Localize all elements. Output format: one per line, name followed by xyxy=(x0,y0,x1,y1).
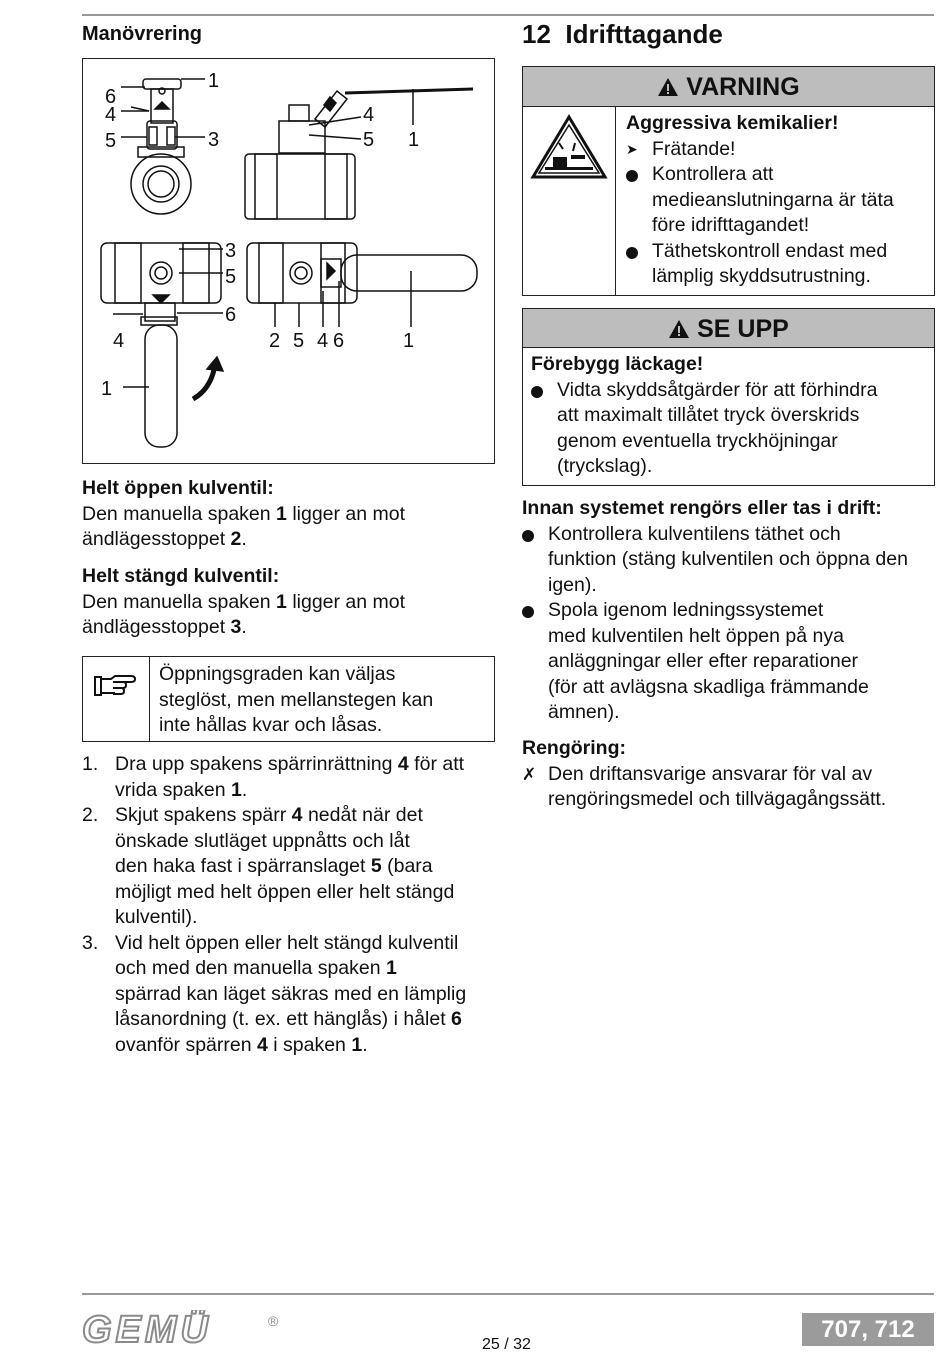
fig-label-4a: 4 xyxy=(105,104,117,126)
caution-box xyxy=(522,308,935,486)
cross-marker-icon: ✗ xyxy=(522,764,537,784)
warning-item xyxy=(626,162,926,239)
cleaning-line: igen). xyxy=(548,573,597,596)
cleaning-line: med kulventilen helt öppen på nya xyxy=(548,624,844,647)
closed-valve-title: Helt stängd kulventil: xyxy=(82,565,280,587)
valve-operation-figure xyxy=(82,58,495,464)
fig-label-6d: 6 xyxy=(333,330,345,352)
section-title xyxy=(522,19,723,49)
fig-label-4c: 4 xyxy=(113,330,125,352)
cleaning-line: ämnen). xyxy=(548,701,620,723)
warning-line: Täthetskontroll endast med xyxy=(652,239,888,262)
open-valve-text-1: Den manuella spaken 1 ligger an mot xyxy=(82,502,406,525)
step-line: Skjut spakens spärr 4 nedåt när det xyxy=(115,804,423,826)
cleaning-item xyxy=(522,598,934,726)
rengoring-block xyxy=(522,736,934,813)
step-number: 1. xyxy=(82,753,99,775)
gemu-logo-mark xyxy=(82,1310,292,1350)
fig-label-3a: 3 xyxy=(208,129,220,151)
rengoring-line: rengöringsmedel och tillvägagångssätt. xyxy=(548,788,887,810)
open-valve-title: Helt öppen kulventil: xyxy=(82,477,274,499)
pointing-hand-icon xyxy=(83,657,149,741)
bullet-dot xyxy=(531,386,543,398)
note-text xyxy=(159,662,489,739)
warning-item xyxy=(626,239,926,290)
cleaning-prep-block xyxy=(522,496,934,726)
cleaning-line: Kontrollera kulventilens täthet och xyxy=(548,522,841,545)
caution-triangle-icon xyxy=(668,319,690,339)
warning-header xyxy=(523,67,934,107)
warning-line: före idrifttagandet! xyxy=(652,214,810,236)
step-number: 2. xyxy=(82,804,99,826)
fig-label-3c: 3 xyxy=(225,240,237,262)
step-line: ovanför spärren 4 i spaken 1. xyxy=(115,1033,368,1056)
fig-label-1a: 1 xyxy=(208,70,220,92)
closed-valve-text-2: ändlägesstoppet 3. xyxy=(82,616,247,638)
top-rule xyxy=(82,14,934,16)
rengoring-heading: Rengöring: xyxy=(522,737,626,759)
cleaning-line: Spola igenom ledningssystemet xyxy=(548,599,824,621)
model-badge: 707, 712 xyxy=(802,1313,934,1346)
svg-text:®: ® xyxy=(268,1313,279,1329)
bullet-dot xyxy=(522,598,534,626)
operation-steps xyxy=(82,752,493,1058)
fig-label-5d: 5 xyxy=(293,330,305,352)
open-valve-block xyxy=(82,476,493,553)
caution-line: (tryckslag). xyxy=(557,455,653,477)
page-number: 25 / 32 xyxy=(482,1336,531,1353)
warning-line: Frätande! xyxy=(652,137,736,160)
note-line: inte hållas kvar och låsas. xyxy=(159,714,383,736)
cleaning-item xyxy=(522,522,934,599)
warning-item xyxy=(626,137,926,163)
fig-label-4b: 4 xyxy=(363,104,375,126)
section-heading-manovrering: Manövrering xyxy=(82,23,203,45)
fig-label-1b: 1 xyxy=(408,129,420,151)
svg-text:GEMÜ: GEMÜ xyxy=(82,1310,212,1350)
arrow-marker-icon: ➤ xyxy=(626,140,638,157)
warning-triangle-icon xyxy=(657,77,679,97)
bullet-dot xyxy=(626,239,638,267)
caution-title: Förebygg läckage! xyxy=(531,353,704,375)
step-line: Vid helt öppen eller helt stängd kulventil xyxy=(115,931,459,954)
fig-label-5c: 5 xyxy=(225,266,237,288)
section-number: 12 xyxy=(522,19,551,49)
step-line: den haka fast i spärranslaget 5 (bara xyxy=(115,855,433,877)
cleaning-prep-heading: Innan systemet rengörs eller tas i drift: xyxy=(522,497,882,519)
gemu-logo xyxy=(82,1310,292,1358)
section-title-text: Idrifttagande xyxy=(565,19,723,49)
step-item xyxy=(82,752,493,803)
step-line: önskade slutläget uppnåtts och låt xyxy=(115,829,410,852)
step-line: låsanordning (t. ex. ett hänglås) i hålet 6 xyxy=(115,1008,462,1030)
note-icon-cell xyxy=(83,657,150,741)
fig-label-6a: 6 xyxy=(105,86,117,108)
step-item xyxy=(82,803,493,931)
fig-label-1d: 1 xyxy=(403,330,415,352)
step-line: vrida spaken 1. xyxy=(115,778,248,801)
warning-title: Aggressiva kemikalier! xyxy=(626,112,839,134)
note-line: steglöst, men mellanstegen kan xyxy=(159,688,434,711)
open-valve-text-2: ändlägesstoppet 2. xyxy=(82,528,247,550)
fig-label-5a: 5 xyxy=(105,130,117,152)
warning-label: VARNING xyxy=(686,73,800,101)
warning-box xyxy=(522,66,935,296)
cleaning-line: anläggningar eller efter reparationer xyxy=(548,650,859,672)
step-item xyxy=(82,931,493,1059)
step-number: 3. xyxy=(82,931,99,954)
caution-line: att maximalt tillåtet tryck överskrids xyxy=(557,404,860,426)
caution-item xyxy=(531,378,931,480)
cleaning-line: (för att avlägsna skadliga främmande xyxy=(548,675,869,698)
warning-text xyxy=(626,111,926,290)
warning-line: Kontrollera att xyxy=(652,163,774,185)
closed-valve-text-1: Den manuella spaken 1 ligger an mot xyxy=(82,590,406,613)
corrosive-icon-cell xyxy=(523,107,616,295)
fig-label-2d: 2 xyxy=(269,330,281,352)
corrosive-hazard-icon xyxy=(523,107,615,227)
caution-label: SE UPP xyxy=(697,315,789,343)
caution-line: genom eventuella tryckhöjningar xyxy=(557,429,838,452)
step-line: Dra upp spakens spärrinrättning 4 för att xyxy=(115,753,465,775)
bullet-dot xyxy=(522,522,534,550)
step-line: och med den manuella spaken 1 xyxy=(115,957,397,979)
caution-text xyxy=(531,352,931,480)
rengoring-line: Den driftansvarige ansvarar för val av xyxy=(548,762,873,785)
fig-label-4d: 4 xyxy=(317,330,329,352)
note-line: Öppningsgraden kan väljas xyxy=(159,663,396,685)
caution-header xyxy=(523,309,934,348)
bullet-dot xyxy=(626,162,638,190)
note-box xyxy=(82,656,495,742)
closed-valve-block xyxy=(82,564,493,641)
rengoring-item xyxy=(522,762,934,813)
warning-line: lämplig skyddsutrustning. xyxy=(652,265,871,287)
caution-line: Vidta skyddsåtgärder för att förhindra xyxy=(557,378,878,401)
fig-label-5b: 5 xyxy=(363,129,375,151)
warning-line: medieanslutningarna är täta xyxy=(652,188,894,211)
step-line: möjligt med helt öppen eller helt stängd xyxy=(115,880,455,903)
step-line: kulventil). xyxy=(115,906,198,928)
cleaning-line: funktion (stäng kulventilen och öppna den xyxy=(548,548,908,570)
fig-label-6c: 6 xyxy=(225,304,237,326)
step-line: spärrad kan läget säkras med en lämplig xyxy=(115,982,467,1005)
fig-label-1c: 1 xyxy=(101,378,113,400)
bottom-rule xyxy=(82,1293,934,1295)
valve-drawing xyxy=(83,59,494,463)
